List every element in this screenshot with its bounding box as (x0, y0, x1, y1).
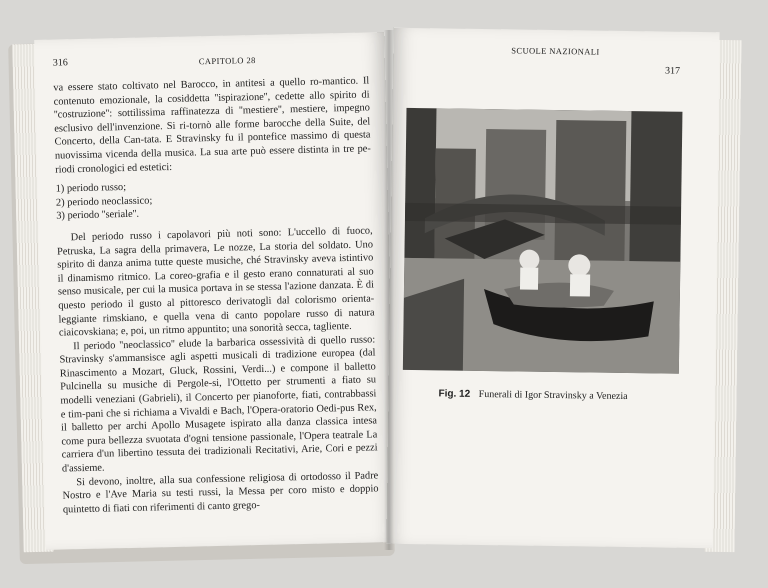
left-page (34, 32, 395, 550)
periods-list (56, 176, 373, 224)
book-gutter (384, 30, 394, 550)
page-number-right: 317 (664, 65, 681, 77)
left-page-body (53, 74, 379, 516)
figure-caption-text: Funerali di Igor Stravinsky a Venezia (478, 388, 628, 403)
figure-caption (438, 388, 627, 402)
right-page (386, 28, 719, 549)
paragraph-religious-works: Si devono, inoltre, alla sua confessione religiosa di ortodosso il Padre Nostro e l'Ave Maria su testi russi, la Messa per coro misto e doppio quintetto di fiati con riferimenti di canto grego- (62, 469, 379, 516)
page-number-left: 316 (52, 57, 68, 69)
figure-label: Fig. 12 (438, 388, 471, 400)
paragraph-neoclassic-period: Il periodo ''neoclassico'' elude la barbarica ossessività di quello russo: Stravinsky s'ammansisce agli aspetti musicali di tradizione europea (dal Rinascimento a Mozart, Gluck, Rossini, Verdi...) e compone il balletto Pulcinella su musiche di Pergole-si, l'Ottetto per strumenti a fiato su modelli veneziani (Gabrieli), il Concerto per pianoforte, fiati, contrabbassi e tim-pani che si richiama a Vivaldi e Bach, l'Opera-oratorio Oedi-pus Rex, il balletto per archi Apollo Musagete ispirato alla danza classica intesa come pura bellezza svuotata d'ogni tensione passionale, l'Opera teatrale La carriera d'un libertino tessuta dei tradizionali Recitativi, Arie, Cori e pezzi d'assieme. (59, 334, 378, 475)
paragraph-russian-period: Del periodo russo i capolavori più noti sono: L'uccello di fuoco, Petruska, La sagra della primavera, Le nozze, La storia del soldato. Uno spirito di danza anima tutte queste musiche, ché Stravinsky aveva istintivo il dinamismo ritmico. La coreo-grafia e il gesto erano connaturati al suo senso musicale, per cui la musica portava in se stessa l'azione danzata. È di questo periodo il gusto al pittoresco derivatogli dal colorismo orienta-leggiante rimskiano, e quella vena di canto popolare russo di natura ciaicovskiana; e, poi, un ritmo appuntito; una sonorità secca, tagliente. (56, 225, 375, 339)
running-head-left: CAPITOLO 28 (198, 55, 256, 67)
funeral-photo (403, 108, 683, 374)
period-item: 1) periodo russo; (55, 182, 127, 195)
running-head-right: SCUOLE NAZIONALI (511, 45, 600, 57)
period-item: 3) periodo ''seriale''. (56, 209, 140, 222)
intro-paragraph: va essere stato coltivato nel Barocco, in antitesi a quello ro-mantico. Il contenuto emozionale, la cosiddetta ''ispirazione'', cedette allo spirito di ''costruzione'': sottilissima raffinatezza di ''mestiere'', mestiere, impegno esclusivo dell'invenzione. Si ri-tornò alle forme barocche della Suite, del Concerto, della Can-tata. E Stravinsky fu il pontefice massimo di questa nuovissima vicenda della musica. La sua arte può essere distinta in tre pe-riodi cronologici ed estetici: (53, 75, 371, 176)
period-item: 2) periodo neoclassico; (55, 195, 153, 209)
venice-canal-illustration (403, 108, 683, 374)
